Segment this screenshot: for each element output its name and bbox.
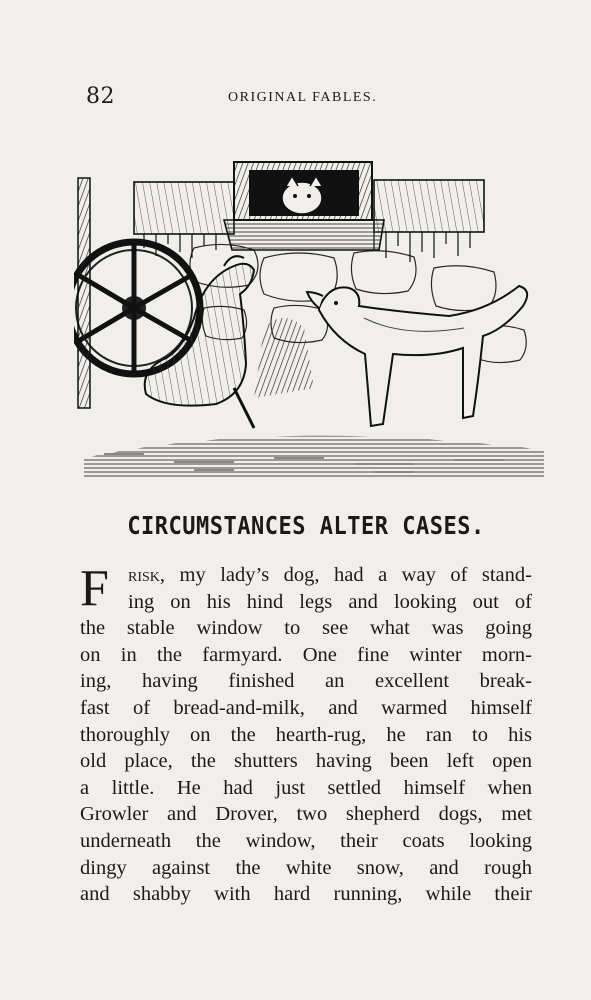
first-word: risk, [128, 564, 166, 586]
text-line: ing on his hind legs and looking out of [128, 590, 532, 613]
page-number: 82 [86, 84, 115, 109]
text-line: ing, having finished an excellent break- [80, 670, 532, 693]
text-line: thoroughly on the hearth-rug, he ran to his [80, 723, 532, 746]
text-line: Growler and Drover, two shepherd dogs, met [80, 803, 532, 826]
text-line: and shabby with hard running, while their [80, 883, 532, 906]
text-line: a little. He had just settled himself when [80, 776, 532, 799]
text-line: dingy against the white snow, and rough [80, 856, 532, 879]
drop-cap: F [80, 560, 109, 617]
text-line: fast of bread-and-milk, and warmed himself [80, 696, 532, 719]
running-head: ORIGINAL FABLES. [228, 90, 378, 105]
text-line: old place, the shutters having been left open [80, 750, 532, 773]
first-line-rest: my lady’s dog, had a way of stand- [165, 564, 532, 586]
text-line [80, 562, 532, 589]
text-line: the stable window to see what was going [80, 617, 532, 640]
text-line: underneath the window, their coats looking [80, 829, 532, 852]
chapter-title: CIRCUMSTANCES ALTER CASES. [127, 512, 485, 541]
text-line: on in the farmyard. One fine winter morn- [80, 643, 532, 666]
engraving-illustration [74, 158, 548, 478]
body-text [80, 562, 532, 908]
